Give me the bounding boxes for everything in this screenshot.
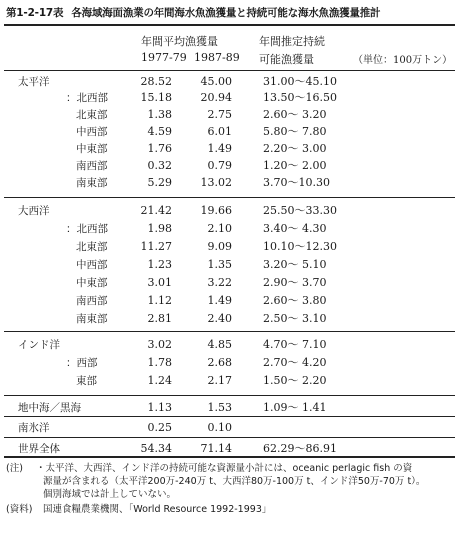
- header-rule: [4, 70, 455, 71]
- table-row: [0, 420, 459, 436]
- table-row: [0, 400, 459, 416]
- table-row: [0, 337, 459, 353]
- table-row: [0, 257, 459, 273]
- table-row: [0, 203, 459, 219]
- value-1987-89: 2.68: [207, 356, 232, 369]
- value-1987-89: 71.14: [200, 442, 232, 455]
- value-sustainable-estimate: 31.00～45.10: [263, 75, 337, 88]
- value-sustainable-estimate: 10.10～12.30: [263, 240, 337, 253]
- row-label: 東部: [76, 375, 97, 387]
- value-sustainable-estimate: 3.20～ 5.10: [263, 258, 327, 271]
- value-1987-89: 2.75: [207, 108, 232, 121]
- value-sustainable-estimate: 2.60～ 3.20: [263, 108, 327, 121]
- source-mark: (資料): [6, 504, 33, 515]
- row-label: 南氷洋: [18, 422, 50, 434]
- value-1977-79: 1.38: [147, 108, 172, 121]
- row-label: ：北西部: [66, 223, 108, 235]
- separator-mediterranean: [4, 416, 455, 417]
- table-row: [0, 373, 459, 389]
- value-1977-79: 54.34: [140, 442, 172, 455]
- table-row: [0, 355, 459, 371]
- table-row: [0, 293, 459, 309]
- col-header-est-1: 年間推定持続: [259, 35, 325, 48]
- value-sustainable-estimate: 1.50～ 2.20: [263, 374, 327, 387]
- table-title: [6, 5, 380, 20]
- table-row: [0, 90, 459, 106]
- note-line-3: 個別海域では計上していない。: [43, 489, 177, 500]
- value-1987-89: 1.35: [207, 258, 232, 271]
- value-1977-79: 2.81: [147, 312, 172, 325]
- source-text: 国連食糧農業機関、「World Resource 1992-1993」: [43, 504, 272, 515]
- table-row: [0, 124, 459, 140]
- value-sustainable-estimate: 2.50～ 3.10: [263, 312, 327, 325]
- unit-label: （単位：100万トン）: [353, 55, 453, 66]
- row-label: 南西部: [76, 295, 108, 307]
- value-1977-79: 4.59: [147, 125, 172, 138]
- value-1987-89: 4.85: [207, 338, 232, 351]
- col-header-1977: 1977-79: [141, 51, 187, 64]
- value-1977-79: 1.12: [147, 294, 172, 307]
- value-sustainable-estimate: 2.60～ 3.80: [263, 294, 327, 307]
- top-rule: [4, 24, 455, 26]
- row-label: 大西洋: [18, 205, 50, 217]
- value-sustainable-estimate: 2.70～ 4.20: [263, 356, 327, 369]
- table-row: [0, 221, 459, 237]
- value-1977-79: 0.25: [147, 421, 172, 434]
- value-1987-89: 3.22: [207, 276, 232, 289]
- value-1977-79: 28.52: [140, 75, 172, 88]
- value-1977-79: 0.32: [147, 159, 172, 172]
- table-row: [0, 141, 459, 157]
- value-sustainable-estimate: 1.20～ 2.00: [263, 159, 327, 172]
- row-label: 南東部: [76, 313, 108, 325]
- row-label: 地中海／黒海: [18, 402, 81, 414]
- value-1987-89: 6.01: [207, 125, 232, 138]
- value-1977-79: 1.78: [147, 356, 172, 369]
- row-label: インド洋: [18, 339, 60, 351]
- value-sustainable-estimate: 3.70～10.30: [263, 176, 330, 189]
- value-1987-89: 45.00: [200, 75, 232, 88]
- value-1977-79: 3.02: [147, 338, 172, 351]
- value-1977-79: 1.24: [147, 374, 172, 387]
- value-1977-79: 1.13: [147, 401, 172, 414]
- value-1987-89: 0.10: [207, 421, 232, 434]
- col-header-1987: 1987-89: [194, 51, 240, 64]
- value-sustainable-estimate: 25.50～33.30: [263, 204, 337, 217]
- table-row: [0, 74, 459, 90]
- col-group-avg-catch: 年間平均漁獲量: [141, 35, 218, 48]
- value-sustainable-estimate: 1.09～ 1.41: [263, 401, 327, 414]
- row-label: ：西部: [66, 357, 98, 369]
- note-mark: (注): [6, 463, 23, 474]
- value-1977-79: 21.42: [140, 204, 172, 217]
- separator-pacific: [4, 197, 455, 198]
- value-1987-89: 9.09: [207, 240, 232, 253]
- value-1977-79: 11.27: [140, 240, 172, 253]
- value-1987-89: 2.17: [207, 374, 232, 387]
- row-label: 南西部: [76, 160, 108, 172]
- note-line-1: ・太平洋、大西洋、インド洋の持続可能な資源量小計には、oceanic perlagic fish の資: [36, 463, 413, 474]
- row-label: 南東部: [76, 177, 108, 189]
- row-label: 中西部: [76, 259, 108, 271]
- row-label: 太平洋: [18, 76, 50, 88]
- row-label: 北東部: [76, 241, 108, 253]
- row-label: ：北西部: [66, 92, 108, 104]
- value-1987-89: 19.66: [200, 204, 232, 217]
- table-row: [0, 239, 459, 255]
- value-1987-89: 2.10: [207, 222, 232, 235]
- table-row: [0, 175, 459, 191]
- bottom-rule: [4, 456, 455, 458]
- row-label: 北東部: [76, 109, 108, 121]
- col-header-est-2: 可能漁獲量: [259, 53, 314, 66]
- separator-southern: [4, 437, 455, 438]
- value-1987-89: 13.02: [200, 176, 232, 189]
- value-1977-79: 1.23: [147, 258, 172, 271]
- value-1987-89: 0.79: [207, 159, 232, 172]
- value-1977-79: 15.18: [140, 91, 172, 104]
- value-sustainable-estimate: 2.20～ 3.00: [263, 142, 327, 155]
- value-1977-79: 1.76: [147, 142, 172, 155]
- separator-atlantic: [4, 331, 455, 332]
- value-sustainable-estimate: 62.29～86.91: [263, 442, 337, 455]
- value-sustainable-estimate: 4.70～ 7.10: [263, 338, 327, 351]
- table-row: [0, 158, 459, 174]
- value-1987-89: 2.40: [207, 312, 232, 325]
- table-row: [0, 311, 459, 327]
- table-row: [0, 275, 459, 291]
- value-1987-89: 1.49: [207, 294, 232, 307]
- table-title-text: 各海域海面漁業の年間海水魚漁獲量と持続可能な海水魚漁獲量推計: [71, 7, 381, 19]
- value-sustainable-estimate: 5.80～ 7.80: [263, 125, 327, 138]
- value-1987-89: 1.53: [207, 401, 232, 414]
- value-1987-89: 1.49: [207, 142, 232, 155]
- value-sustainable-estimate: 3.40～ 4.30: [263, 222, 327, 235]
- note-line-2: 源量が含まれる（太平洋200万-240万 t、大西洋80万-100万 t、インド洋50万-70万 t）。: [43, 476, 426, 487]
- value-1987-89: 20.94: [200, 91, 232, 104]
- row-label: 中東部: [76, 277, 108, 289]
- table-row: [0, 441, 459, 457]
- value-1977-79: 3.01: [147, 276, 172, 289]
- value-1977-79: 1.98: [147, 222, 172, 235]
- table-row: [0, 107, 459, 123]
- value-1977-79: 5.29: [147, 176, 172, 189]
- separator-indian: [4, 395, 455, 396]
- table-number: 第1-2-17表: [6, 7, 64, 19]
- value-sustainable-estimate: 2.90～ 3.70: [263, 276, 327, 289]
- value-sustainable-estimate: 13.50～16.50: [263, 91, 337, 104]
- row-label: 中東部: [76, 143, 108, 155]
- row-label: 中西部: [76, 126, 108, 138]
- row-label: 世界全体: [18, 443, 60, 455]
